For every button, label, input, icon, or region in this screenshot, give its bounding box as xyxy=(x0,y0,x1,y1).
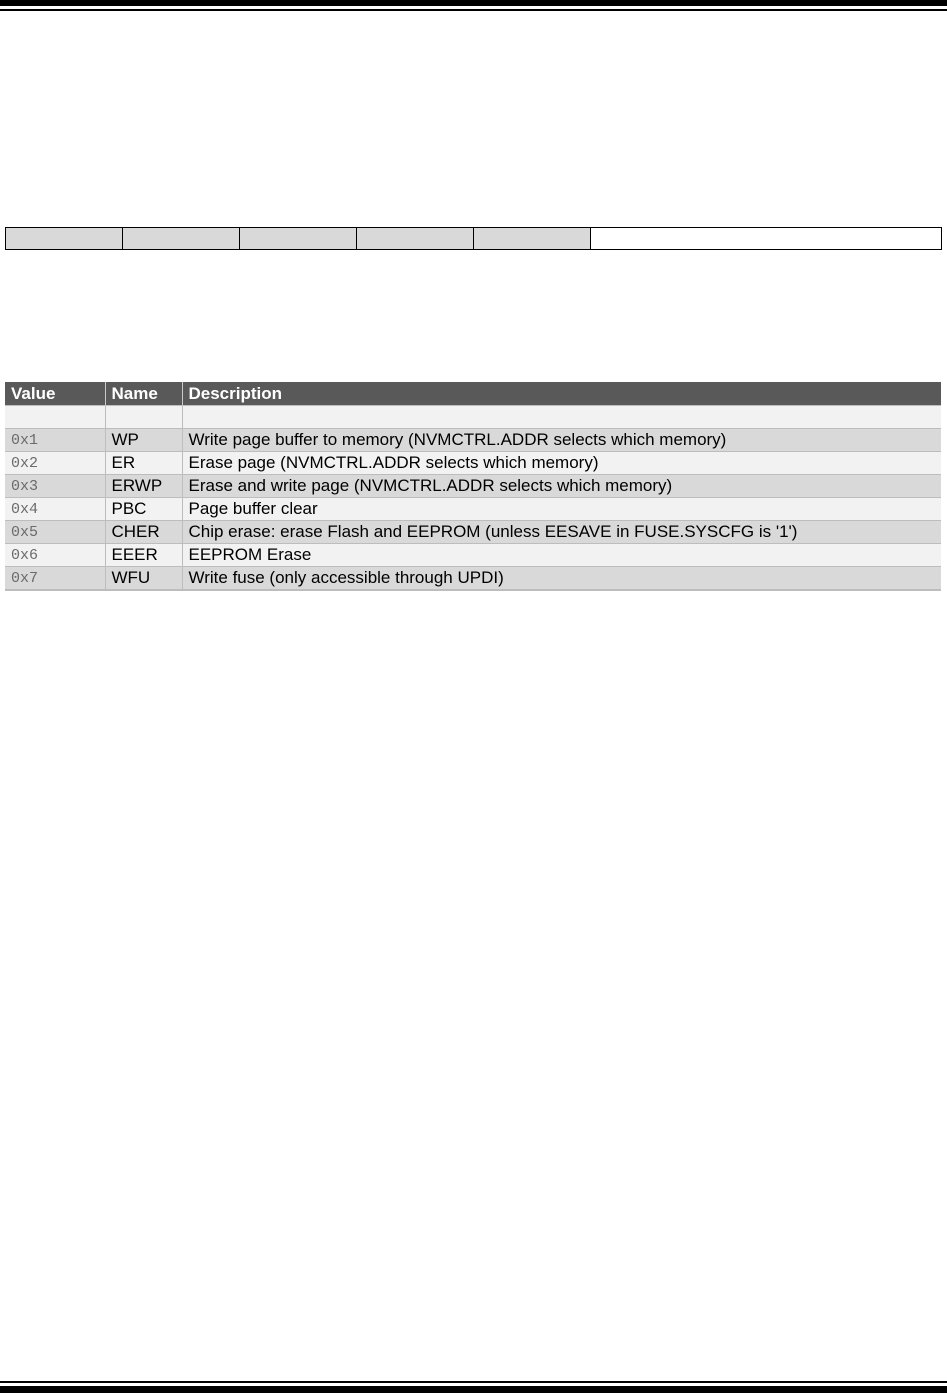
register-bit-table xyxy=(5,227,942,250)
cell-value: 0x3 xyxy=(5,475,105,498)
bit-cell-reserved xyxy=(240,228,357,250)
bit-cell-reserved xyxy=(474,228,591,250)
bit-cell-reserved xyxy=(6,228,123,250)
cell-name: ER xyxy=(105,452,182,475)
footer-rule-thin xyxy=(0,1381,947,1383)
table-row xyxy=(5,475,941,498)
table-row xyxy=(5,429,941,452)
cell-description: Chip erase: erase Flash and EEPROM (unless EESAVE in FUSE.SYSCFG is '1') xyxy=(182,521,941,544)
cell-description: Page buffer clear xyxy=(182,498,941,521)
table-row xyxy=(5,544,941,567)
cell-description: Erase and write page (NVMCTRL.ADDR selects which memory) xyxy=(182,475,941,498)
cell-description: EEPROM Erase xyxy=(182,544,941,567)
table-row xyxy=(5,406,941,429)
cell-value xyxy=(5,406,105,429)
cell-value: 0x2 xyxy=(5,452,105,475)
cell-description: Write fuse (only accessible through UPDI) xyxy=(182,567,941,591)
cell-description: Write page buffer to memory (NVMCTRL.ADDR selects which memory) xyxy=(182,429,941,452)
bit-cell-reserved xyxy=(123,228,240,250)
bit-cell-reserved xyxy=(357,228,474,250)
header-rule-thick xyxy=(0,0,947,6)
cell-value: 0x5 xyxy=(5,521,105,544)
column-header-value: Value xyxy=(5,382,105,406)
command-table xyxy=(5,382,941,591)
cell-description: Erase page (NVMCTRL.ADDR selects which memory) xyxy=(182,452,941,475)
cell-name xyxy=(105,406,182,429)
cell-name: CHER xyxy=(105,521,182,544)
cell-value: 0x6 xyxy=(5,544,105,567)
cell-name: PBC xyxy=(105,498,182,521)
cell-name: ERWP xyxy=(105,475,182,498)
footer-rule-thick xyxy=(0,1386,947,1393)
table-row xyxy=(5,498,941,521)
cell-name: EEER xyxy=(105,544,182,567)
table-row xyxy=(5,567,941,591)
table-row xyxy=(5,521,941,544)
cell-value: 0x1 xyxy=(5,429,105,452)
cell-value: 0x4 xyxy=(5,498,105,521)
cell-description xyxy=(182,406,941,429)
table-header-row xyxy=(5,382,941,406)
table-row xyxy=(5,452,941,475)
column-header-name: Name xyxy=(105,382,182,406)
cell-name: WFU xyxy=(105,567,182,591)
column-header-description: Description xyxy=(182,382,941,406)
cell-value: 0x7 xyxy=(5,567,105,591)
header-rule-thin xyxy=(0,9,947,11)
bit-cell-field xyxy=(591,228,942,250)
cell-name: WP xyxy=(105,429,182,452)
